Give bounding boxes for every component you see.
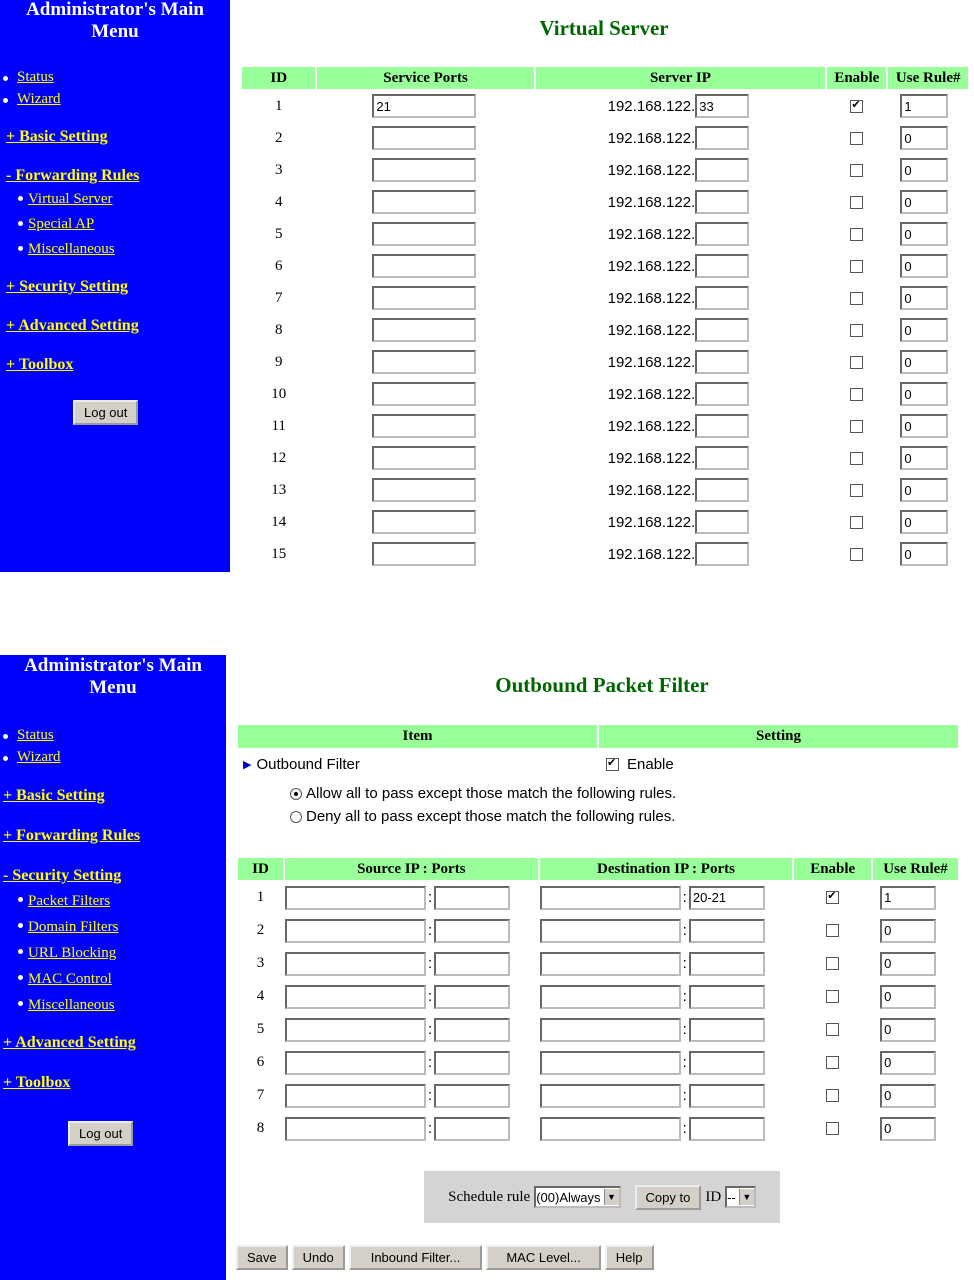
table-row bbox=[238, 1014, 958, 1045]
table-row bbox=[242, 91, 968, 121]
separator: : bbox=[428, 988, 433, 1005]
col-header-enable: Enable bbox=[827, 67, 886, 89]
use-rule-input[interactable] bbox=[900, 414, 948, 438]
server-ip-last-octet-input[interactable] bbox=[695, 478, 749, 502]
destination-ip-input[interactable] bbox=[540, 886, 681, 910]
outbound-enable-label: Enable bbox=[627, 756, 674, 773]
source-port-input[interactable] bbox=[434, 1051, 510, 1075]
server-ip-last-octet-input[interactable] bbox=[695, 382, 749, 406]
service-ports-input[interactable] bbox=[372, 222, 476, 246]
sidebar-item-forwarding-rules[interactable]: + Forwarding Rules bbox=[3, 827, 141, 844]
row-id: 10 bbox=[271, 385, 287, 402]
row-id: 5 bbox=[256, 1021, 265, 1037]
enable-checkbox[interactable] bbox=[850, 484, 863, 497]
row-id: 11 bbox=[271, 417, 286, 434]
enable-checkbox[interactable] bbox=[850, 452, 863, 465]
col-header-enable: Enable bbox=[794, 858, 871, 880]
separator: : bbox=[682, 955, 687, 972]
use-rule-input[interactable] bbox=[900, 126, 948, 150]
separator: : bbox=[428, 955, 433, 972]
separator: : bbox=[682, 889, 687, 906]
table-row bbox=[238, 1080, 958, 1111]
destination-port-input[interactable] bbox=[689, 985, 765, 1009]
sidebar-item-domain-filters[interactable]: Domain Filters bbox=[0, 914, 226, 940]
table-row bbox=[242, 443, 968, 473]
allow-rule-option[interactable] bbox=[290, 785, 676, 802]
ip-prefix: 192.168.122. bbox=[607, 481, 696, 499]
table-row bbox=[238, 882, 958, 913]
sidebar-item-status[interactable]: Status bbox=[0, 724, 226, 746]
row-id: 2 bbox=[274, 129, 283, 146]
use-rule-input[interactable] bbox=[900, 94, 948, 118]
source-ip-input[interactable] bbox=[285, 985, 426, 1009]
ip-prefix: 192.168.122. bbox=[607, 353, 696, 371]
server-ip-last-octet-input[interactable] bbox=[695, 190, 749, 214]
use-rule-input[interactable] bbox=[900, 222, 948, 246]
destination-ip-input[interactable] bbox=[540, 985, 681, 1009]
row-id: 6 bbox=[256, 1054, 265, 1070]
sidebar-item-virtual-server[interactable]: Virtual Server bbox=[0, 187, 230, 212]
item-setting-header bbox=[238, 725, 958, 748]
service-ports-input[interactable] bbox=[372, 382, 476, 406]
use-rule-input[interactable] bbox=[900, 542, 948, 566]
enable-checkbox[interactable] bbox=[850, 388, 863, 401]
source-ip-input[interactable] bbox=[285, 952, 426, 976]
sidebar-item-security-setting[interactable]: - Security Setting bbox=[3, 867, 122, 884]
sidebar bbox=[0, 0, 230, 572]
row-id: 8 bbox=[256, 1120, 265, 1136]
service-ports-input[interactable] bbox=[372, 478, 476, 502]
chevron-down-icon: ▼ bbox=[604, 1189, 619, 1205]
destination-ip-input[interactable] bbox=[540, 1084, 681, 1108]
ip-prefix: 192.168.122. bbox=[607, 129, 696, 147]
sidebar-item-special-ap[interactable]: Special AP bbox=[0, 212, 230, 237]
table-row bbox=[242, 315, 968, 345]
sidebar-item-basic-setting[interactable]: + Basic Setting bbox=[3, 787, 105, 804]
separator: : bbox=[428, 1087, 433, 1104]
copy-id-select[interactable]: -- ▼ bbox=[725, 1186, 756, 1208]
row-id: 3 bbox=[274, 161, 283, 178]
row-id: 3 bbox=[256, 955, 265, 971]
ip-prefix: 192.168.122. bbox=[607, 449, 696, 467]
action-buttons bbox=[236, 1245, 654, 1270]
source-ip-input[interactable] bbox=[285, 886, 426, 910]
separator: : bbox=[682, 1087, 687, 1104]
source-port-input[interactable] bbox=[434, 985, 510, 1009]
schedule-rule-label: Schedule rule bbox=[448, 1188, 531, 1205]
col-header-setting: Setting bbox=[599, 725, 958, 748]
service-ports-input[interactable] bbox=[372, 158, 476, 182]
row-id: 5 bbox=[274, 225, 283, 242]
id-label: ID bbox=[705, 1188, 722, 1205]
source-port-input[interactable] bbox=[434, 919, 510, 943]
enable-checkbox[interactable] bbox=[850, 516, 863, 529]
col-header-use-rule: Use Rule# bbox=[873, 858, 958, 880]
row-id: 1 bbox=[256, 889, 265, 905]
logout-button[interactable]: Log out bbox=[68, 1121, 133, 1146]
server-ip-last-octet-input[interactable] bbox=[695, 286, 749, 310]
destination-port-input[interactable] bbox=[689, 1018, 765, 1042]
table-row bbox=[238, 1113, 958, 1144]
source-ip-input[interactable] bbox=[285, 919, 426, 943]
table-row bbox=[242, 379, 968, 409]
table-row bbox=[242, 251, 968, 281]
service-ports-input[interactable] bbox=[372, 94, 476, 118]
use-rule-input[interactable] bbox=[880, 1084, 936, 1108]
enable-checkbox[interactable] bbox=[850, 260, 863, 273]
destination-port-input[interactable] bbox=[689, 919, 765, 943]
enable-checkbox[interactable] bbox=[850, 356, 863, 369]
sidebar-item-advanced-setting[interactable]: + Advanced Setting bbox=[3, 1034, 136, 1051]
sidebar-item-basic-setting[interactable]: + Basic Setting bbox=[6, 128, 108, 145]
allow-rule-label: Allow all to pass except those match the following rules. bbox=[306, 785, 677, 802]
table-row bbox=[242, 507, 968, 537]
row-id: 13 bbox=[271, 481, 287, 498]
col-header-id: ID bbox=[242, 67, 315, 89]
use-rule-input[interactable] bbox=[900, 190, 948, 214]
enable-checkbox[interactable] bbox=[850, 100, 863, 113]
schedule-panel bbox=[424, 1171, 780, 1223]
ip-prefix: 192.168.122. bbox=[607, 257, 696, 275]
table-row bbox=[242, 219, 968, 249]
col-header-item: Item bbox=[238, 725, 597, 748]
destination-ip-input[interactable] bbox=[540, 1018, 681, 1042]
separator: : bbox=[428, 889, 433, 906]
server-ip-last-octet-input[interactable] bbox=[695, 158, 749, 182]
enable-checkbox[interactable] bbox=[826, 1089, 839, 1102]
enable-checkbox[interactable] bbox=[826, 891, 839, 904]
service-ports-input[interactable] bbox=[372, 318, 476, 342]
help-button[interactable]: Help bbox=[605, 1245, 654, 1270]
server-ip-last-octet-input[interactable] bbox=[695, 94, 749, 118]
row-id: 6 bbox=[274, 257, 283, 274]
use-rule-input[interactable] bbox=[880, 985, 936, 1009]
sidebar bbox=[0, 655, 226, 1280]
server-ip-last-octet-input[interactable] bbox=[695, 414, 749, 438]
service-ports-input[interactable] bbox=[372, 542, 476, 566]
row-id: 7 bbox=[256, 1087, 265, 1103]
separator: : bbox=[428, 1021, 433, 1038]
separator: : bbox=[682, 1054, 687, 1071]
source-port-input[interactable] bbox=[434, 1117, 510, 1141]
destination-port-input[interactable] bbox=[689, 1117, 765, 1141]
sidebar-item-forwarding-rules[interactable]: - Forwarding Rules bbox=[6, 167, 140, 184]
outbound-filter-row bbox=[243, 756, 360, 773]
source-port-input[interactable] bbox=[434, 1084, 510, 1108]
logout-button[interactable]: Log out bbox=[73, 400, 138, 425]
table-row bbox=[242, 155, 968, 185]
use-rule-input[interactable] bbox=[900, 478, 948, 502]
table-row bbox=[238, 948, 958, 979]
schedule-rule-select[interactable]: (00)Always ▼ bbox=[534, 1186, 620, 1208]
sidebar-item-wizard[interactable]: Wizard bbox=[0, 88, 230, 110]
source-ip-input[interactable] bbox=[285, 1084, 426, 1108]
enable-checkbox[interactable] bbox=[826, 1056, 839, 1069]
table-row bbox=[242, 539, 968, 569]
row-id: 2 bbox=[256, 922, 265, 938]
use-rule-input[interactable] bbox=[900, 382, 948, 406]
destination-ip-input[interactable] bbox=[540, 1117, 681, 1141]
sidebar-title: Administrator's Main Menu bbox=[26, 0, 204, 42]
sidebar-item-mac-control[interactable]: MAC Control bbox=[0, 966, 226, 992]
sidebar-item-url-blocking[interactable]: URL Blocking bbox=[0, 940, 226, 966]
table-row bbox=[242, 123, 968, 153]
ip-prefix: 192.168.122. bbox=[607, 97, 696, 115]
sidebar-title: Administrator's Main Menu bbox=[24, 655, 202, 698]
row-id: 4 bbox=[274, 193, 283, 210]
deny-rule-label: Deny all to pass except those match the following rules. bbox=[306, 808, 676, 825]
server-ip-last-octet-input[interactable] bbox=[695, 542, 749, 566]
copy-to-button[interactable]: Copy to bbox=[635, 1185, 702, 1210]
service-ports-input[interactable] bbox=[372, 190, 476, 214]
row-id: 12 bbox=[271, 449, 287, 466]
inbound-filter-button[interactable]: Inbound Filter... bbox=[349, 1245, 483, 1270]
col-header-service-ports: Service Ports bbox=[317, 67, 533, 89]
save-button[interactable]: Save bbox=[236, 1245, 288, 1270]
enable-checkbox[interactable] bbox=[826, 1023, 839, 1036]
sidebar-item-toolbox[interactable]: + Toolbox bbox=[6, 356, 74, 373]
use-rule-input[interactable] bbox=[900, 510, 948, 534]
enable-checkbox[interactable] bbox=[850, 292, 863, 305]
use-rule-input[interactable] bbox=[900, 446, 948, 470]
col-header-server-ip: Server IP bbox=[536, 67, 826, 89]
page-title: Outbound Packet Filter bbox=[495, 673, 709, 697]
destination-port-input[interactable] bbox=[689, 952, 765, 976]
table-row bbox=[238, 915, 958, 946]
ip-prefix: 192.168.122. bbox=[607, 161, 696, 179]
table-row bbox=[238, 981, 958, 1012]
separator: : bbox=[682, 922, 687, 939]
use-rule-input[interactable] bbox=[900, 350, 948, 374]
destination-ip-input[interactable] bbox=[540, 919, 681, 943]
virtual-server-screen bbox=[0, 0, 974, 575]
service-ports-input[interactable] bbox=[372, 446, 476, 470]
enable-checkbox[interactable] bbox=[850, 548, 863, 561]
server-ip-last-octet-input[interactable] bbox=[695, 254, 749, 278]
ip-prefix: 192.168.122. bbox=[607, 545, 696, 563]
destination-port-input[interactable] bbox=[689, 886, 765, 910]
sidebar-item-packet-filters[interactable]: Packet Filters bbox=[0, 888, 226, 914]
row-id: 15 bbox=[271, 545, 287, 562]
sidebar-item-security-setting[interactable]: + Security Setting bbox=[6, 278, 128, 295]
use-rule-input[interactable] bbox=[900, 254, 948, 278]
service-ports-input[interactable] bbox=[372, 126, 476, 150]
server-ip-last-octet-input[interactable] bbox=[695, 222, 749, 246]
service-ports-input[interactable] bbox=[372, 254, 476, 278]
source-ip-input[interactable] bbox=[285, 1018, 426, 1042]
virtual-server-table bbox=[240, 65, 970, 571]
enable-checkbox[interactable] bbox=[850, 228, 863, 241]
use-rule-input[interactable] bbox=[900, 158, 948, 182]
enable-checkbox[interactable] bbox=[850, 196, 863, 209]
use-rule-input[interactable] bbox=[900, 318, 948, 342]
table-row bbox=[242, 283, 968, 313]
sidebar-item-miscellaneous[interactable]: Miscellaneous bbox=[0, 237, 230, 262]
table-row bbox=[242, 187, 968, 217]
row-id: 7 bbox=[274, 289, 283, 306]
deny-rule-option[interactable] bbox=[290, 808, 675, 825]
enable-checkbox[interactable] bbox=[850, 324, 863, 337]
destination-ip-input[interactable] bbox=[540, 1051, 681, 1075]
server-ip-last-octet-input[interactable] bbox=[695, 126, 749, 150]
separator: : bbox=[682, 988, 687, 1005]
undo-button[interactable]: Undo bbox=[292, 1245, 345, 1270]
service-ports-input[interactable] bbox=[372, 414, 476, 438]
destination-port-input[interactable] bbox=[689, 1051, 765, 1075]
enable-checkbox[interactable] bbox=[850, 132, 863, 145]
col-header-use-rule: Use Rule# bbox=[888, 67, 968, 89]
destination-ip-input[interactable] bbox=[540, 952, 681, 976]
use-rule-input[interactable] bbox=[900, 286, 948, 310]
sidebar-item-miscellaneous[interactable]: Miscellaneous bbox=[0, 992, 226, 1018]
separator: : bbox=[428, 1120, 433, 1137]
table-row bbox=[242, 411, 968, 441]
server-ip-last-octet-input[interactable] bbox=[695, 318, 749, 342]
outbound-filter-enable-checkbox[interactable] bbox=[606, 758, 619, 771]
enable-checkbox[interactable] bbox=[826, 1122, 839, 1135]
separator: : bbox=[682, 1021, 687, 1038]
sidebar-item-advanced-setting[interactable]: + Advanced Setting bbox=[6, 317, 139, 334]
enable-checkbox[interactable] bbox=[826, 924, 839, 937]
destination-port-input[interactable] bbox=[689, 1084, 765, 1108]
server-ip-last-octet-input[interactable] bbox=[695, 446, 749, 470]
outbound-packet-filter-screen bbox=[0, 655, 974, 1280]
row-id: 1 bbox=[274, 97, 283, 114]
row-id: 8 bbox=[274, 321, 283, 338]
use-rule-input[interactable] bbox=[880, 886, 936, 910]
mac-level-button[interactable]: MAC Level... bbox=[486, 1245, 600, 1270]
ip-prefix: 192.168.122. bbox=[607, 321, 696, 339]
triangle-right-icon: ▶ bbox=[243, 759, 252, 771]
service-ports-input[interactable] bbox=[372, 350, 476, 374]
row-id: 14 bbox=[271, 513, 287, 530]
outbound-filter-table bbox=[236, 856, 960, 1146]
enable-checkbox[interactable] bbox=[850, 164, 863, 177]
separator: : bbox=[428, 1054, 433, 1071]
source-port-input[interactable] bbox=[434, 952, 510, 976]
enable-checkbox[interactable] bbox=[826, 957, 839, 970]
source-port-input[interactable] bbox=[434, 886, 510, 910]
source-ip-input[interactable] bbox=[285, 1117, 426, 1141]
separator: : bbox=[682, 1120, 687, 1137]
sidebar-item-toolbox[interactable]: + Toolbox bbox=[3, 1074, 71, 1091]
use-rule-input[interactable] bbox=[880, 1018, 936, 1042]
service-ports-input[interactable] bbox=[372, 510, 476, 534]
col-header-destination: Destination IP : Ports bbox=[540, 858, 793, 880]
use-rule-input[interactable] bbox=[880, 919, 936, 943]
ip-prefix: 192.168.122. bbox=[607, 225, 696, 243]
col-header-id: ID bbox=[238, 858, 283, 880]
enable-checkbox[interactable] bbox=[850, 420, 863, 433]
sidebar-item-status[interactable]: Status bbox=[0, 66, 230, 88]
outbound-filter-label: Outbound Filter bbox=[256, 756, 360, 773]
enable-checkbox[interactable] bbox=[826, 990, 839, 1003]
ip-prefix: 192.168.122. bbox=[607, 513, 696, 531]
ip-prefix: 192.168.122. bbox=[607, 289, 696, 307]
service-ports-input[interactable] bbox=[372, 286, 476, 310]
row-id: 9 bbox=[274, 353, 283, 370]
outbound-enable-setting bbox=[606, 756, 674, 773]
table-row bbox=[238, 1047, 958, 1078]
table-row bbox=[242, 475, 968, 505]
use-rule-input[interactable] bbox=[880, 1051, 936, 1075]
source-ip-input[interactable] bbox=[285, 1051, 426, 1075]
row-id: 4 bbox=[256, 988, 265, 1004]
sidebar-item-wizard[interactable]: Wizard bbox=[0, 746, 226, 768]
deny-radio[interactable] bbox=[290, 811, 302, 823]
col-header-source: Source IP : Ports bbox=[285, 858, 538, 880]
use-rule-input[interactable] bbox=[880, 1117, 936, 1141]
page-title: Virtual Server bbox=[539, 16, 669, 40]
use-rule-input[interactable] bbox=[880, 952, 936, 976]
ip-prefix: 192.168.122. bbox=[607, 193, 696, 211]
server-ip-last-octet-input[interactable] bbox=[695, 350, 749, 374]
chevron-down-icon: ▼ bbox=[739, 1189, 754, 1205]
table-row bbox=[242, 347, 968, 377]
source-port-input[interactable] bbox=[434, 1018, 510, 1042]
separator: : bbox=[428, 922, 433, 939]
server-ip-last-octet-input[interactable] bbox=[695, 510, 749, 534]
ip-prefix: 192.168.122. bbox=[607, 417, 696, 435]
allow-radio[interactable] bbox=[290, 788, 302, 800]
ip-prefix: 192.168.122. bbox=[607, 385, 696, 403]
